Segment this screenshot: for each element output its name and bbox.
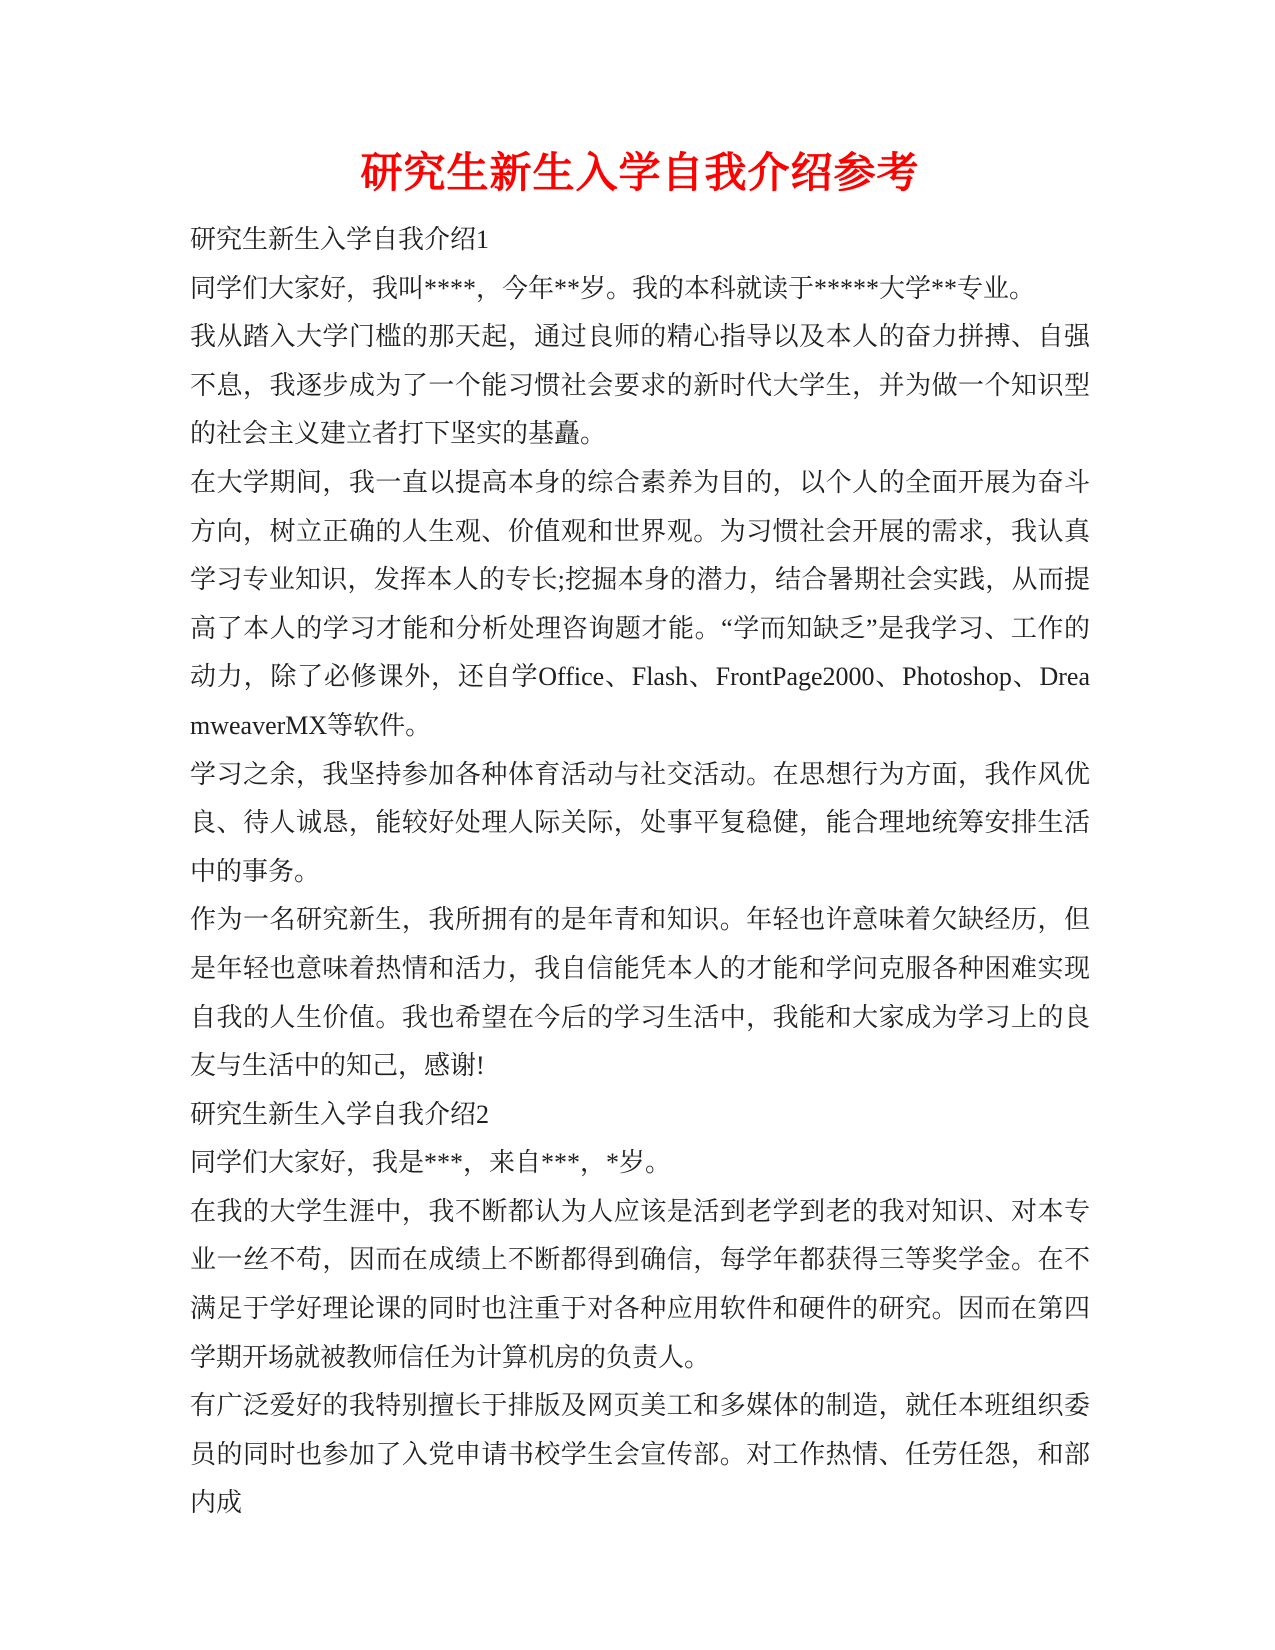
document-title: 研究生新生入学自我介绍参考 bbox=[360, 151, 920, 197]
document-body bbox=[190, 216, 1090, 1528]
paragraph: 在大学期间，我一直以提高本身的综合素养为目的，以个人的全面开展为奋斗方向，树立正确的人生观、价值观和世界观。为习惯社会开展的需求，我认真学习专业知识，发挥本人的专长;挖掘本身的潜力，结合暑期社会实践，从而提高了本人的学习才能和分析处理咨询题才能。“学而知缺乏”是我学习、工作的动力，除了必修课外，还自学Office、Flash、FrontPage2000、Photoshop、DreamweaverMX等软件。 bbox=[190, 467, 1090, 740]
paragraph: 有广泛爱好的我特别擅长于排版及网页美工和多媒体的制造，就任本班组织委员的同时也参加了入党申请书校学生会宣传部。对工作热情、任劳任怨，和部内成 bbox=[190, 1391, 1090, 1518]
paragraph: 学习之余，我坚持参加各种体育活动与社交活动。在思想行为方面，我作风优良、待人诚恳，能较好处理人际关际，处事平复稳健，能合理地统筹安排生活中的事务。 bbox=[190, 759, 1090, 886]
paragraph: 我从踏入大学门槛的那天起，通过良师的精心指导以及本人的奋力拼搏、自强不息，我逐步成为了一个能习惯社会要求的新时代大学生，并为做一个知识型的社会主义建立者打下坚实的基矗。 bbox=[190, 322, 1090, 449]
section-heading-1: 研究生新生入学自我介绍1 bbox=[190, 225, 490, 254]
paragraph: 作为一名研究新生，我所拥有的是年青和知识。年轻也许意味着欠缺经历，但是年轻也意味着热情和活力，我自信能凭本人的才能和学问克服各种困难实现自我的人生价值。我也希望在今后的学习生活中，我能和大家成为学习上的良友与生活中的知己，感谢! bbox=[190, 905, 1090, 1081]
paragraph: 同学们大家好，我是***，来自***，*岁。 bbox=[190, 1148, 672, 1178]
section-heading-2: 研究生新生入学自我介绍2 bbox=[190, 1099, 490, 1129]
document-content bbox=[190, 0, 1090, 1528]
paragraph: 在我的大学生涯中，我不断都认为人应该是活到老学到老的我对知识、对本专业一丝不苟，因而在成绩上不断都得到确信，每学年都获得三等奖学金。在不满足于学好理论课的同时也注重于对各种应用软件和硬件的研究。因而在第四学期开场就被教师信任为计算机房的负责人。 bbox=[190, 1196, 1090, 1372]
paragraph: 同学们大家好，我叫****，今年**岁。我的本科就读于*****大学**专业。 bbox=[190, 273, 1036, 303]
